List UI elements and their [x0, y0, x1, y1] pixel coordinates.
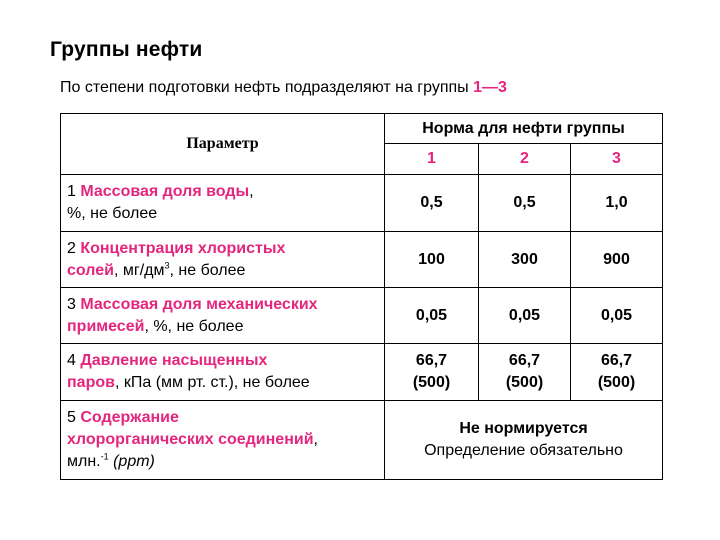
value-cell: 0,05	[479, 288, 571, 344]
group-3-header: 3	[571, 144, 663, 175]
row-number: 2	[67, 239, 81, 257]
value-cell: 0,5	[479, 175, 571, 232]
row-number: 1	[67, 183, 81, 200]
param-cell-chlorides	[61, 232, 385, 288]
table-row	[61, 232, 663, 288]
param-unit: , %, не более	[144, 317, 244, 335]
table-row	[61, 401, 663, 480]
param-name: Содержание	[80, 409, 179, 426]
param-cell-impurities	[61, 288, 385, 344]
value-cell	[571, 344, 663, 401]
table-row	[61, 288, 663, 344]
param-name-cont: примесей	[67, 317, 145, 335]
row-number: 4	[67, 352, 81, 369]
param-unit-sup: 3	[164, 260, 170, 271]
value-cell: 900	[571, 232, 663, 288]
param-name-cont: солей	[67, 261, 114, 279]
param-name: Массовая доля воды	[80, 183, 250, 200]
param-cell-organochlorides	[61, 401, 385, 480]
param-punct: ,	[313, 431, 318, 448]
value-cell	[479, 344, 571, 401]
subtitle-text: По степени подготовки нефть подразделяют на группы	[60, 79, 474, 96]
value-cell: 0,5	[385, 175, 479, 232]
norm-column-header: Норма для нефти группы	[385, 114, 663, 144]
value-main: 66,7	[600, 352, 633, 369]
param-cell-vapor-pressure	[61, 344, 385, 401]
table-row	[61, 344, 663, 401]
table-header-row	[61, 114, 663, 144]
param-unit-sup: -1	[100, 451, 109, 462]
page-title: Группы нефти	[50, 38, 203, 61]
value-cell: 1,0	[571, 175, 663, 232]
merged-value-cell	[385, 401, 663, 480]
value-cell: 100	[385, 232, 479, 288]
param-unit: , кПа (мм рт. ст.), не более	[114, 374, 310, 391]
value-cell: 0,05	[571, 288, 663, 344]
param-column-header: Параметр	[61, 114, 385, 175]
value-cell: 0,05	[385, 288, 479, 344]
not-normalized-text: Не нормируется	[459, 420, 588, 437]
table-row	[61, 175, 663, 232]
value-main: 66,7	[508, 352, 541, 369]
param-unit: млн.	[67, 453, 101, 470]
value-cell	[385, 344, 479, 401]
param-unit-ppm: (ppm)	[108, 453, 155, 470]
row-number: 5	[67, 409, 81, 426]
value-main: 66,7	[415, 352, 448, 369]
param-unit-rest: , не более	[169, 261, 246, 279]
group-2-header: 2	[479, 144, 571, 175]
param-name-cont: хлорорганических соединений	[67, 431, 314, 448]
param-unit: , мг/дм	[113, 261, 165, 279]
subtitle-group-range: 1—3	[473, 79, 507, 96]
determination-required-text: Определение обязательно	[424, 442, 623, 459]
param-unit: %, не более	[67, 205, 158, 222]
param-name: Массовая доля механических	[80, 295, 318, 313]
value-cell: 300	[479, 232, 571, 288]
oil-groups-table	[60, 113, 663, 480]
param-name: Концентрация хлористых	[80, 239, 286, 257]
param-name-cont: паров	[67, 374, 115, 391]
param-cell-water	[61, 175, 385, 232]
subtitle	[60, 79, 507, 97]
param-name: Давление насыщенных	[80, 352, 268, 369]
value-sub: (500)	[412, 374, 451, 391]
group-1-header: 1	[385, 144, 479, 175]
value-sub: (500)	[505, 374, 544, 391]
row-number: 3	[67, 295, 81, 313]
param-punct: ,	[249, 183, 254, 200]
value-sub: (500)	[597, 374, 636, 391]
